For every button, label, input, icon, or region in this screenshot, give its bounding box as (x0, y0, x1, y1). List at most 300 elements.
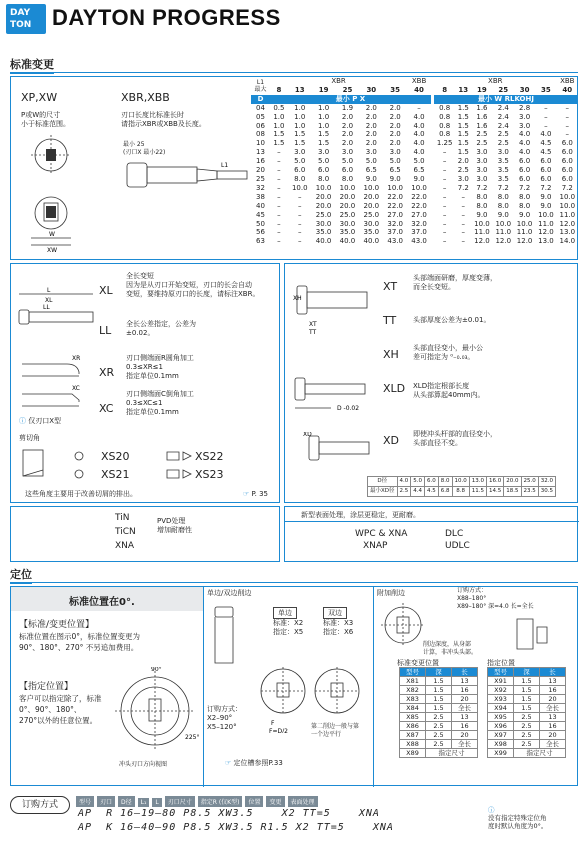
table-cell: 1.0 (294, 112, 306, 121)
table-cell: 2.4 (497, 103, 509, 112)
table-cell: 1.5 (426, 677, 452, 686)
pos-table-right (487, 667, 566, 758)
table-cell: 32.0 (411, 219, 427, 228)
table-cell: 37.0 (411, 228, 427, 237)
table-cell: 0.8 (439, 103, 451, 112)
order-line-2: AP K 16–40–90 P8.5 XW3.5 R1.5 X2 TT=5 XNA (78, 822, 394, 833)
table-cell: 2.0 (389, 112, 401, 121)
xld-code: XLD (383, 382, 406, 395)
row-header: D径 (368, 477, 398, 487)
table-cell: 1.5 (457, 103, 469, 112)
table-cell: 37.0 (387, 228, 403, 237)
table-cell: 43.0 (411, 237, 427, 246)
table-cell: X85 (400, 713, 426, 722)
table-cell: 1.0 (294, 103, 306, 112)
table-cell: – (442, 183, 447, 192)
table-cell: 11.0 (538, 219, 554, 228)
table-cell: 20 (540, 731, 566, 740)
xt-drawing (291, 278, 375, 338)
xp-desc: P或W的尺寸 小于标准范围。 (21, 111, 70, 128)
table-row (434, 157, 578, 166)
table-cell: 1.5 (457, 148, 469, 157)
xd-table (367, 476, 556, 497)
table-cell: 1.5 (426, 695, 452, 704)
table-cell: 1.5 (426, 704, 452, 713)
table-cell: 6.0 (540, 157, 552, 166)
table-cell: – (297, 201, 302, 210)
table-row (434, 237, 578, 246)
table-cell: 38 (256, 192, 265, 201)
table-row (488, 749, 566, 758)
table-cell: 7.2 (457, 183, 469, 192)
table-cell: 2.0 (365, 121, 377, 130)
table-cell: 14.0 (559, 237, 576, 246)
svg-text:XC: XC (72, 385, 80, 392)
order-line-1: AP R 16–19–80 P8.5 XW3.5 X2 TT=5 XNA (78, 808, 380, 819)
table-cell: 6.0 (519, 157, 531, 166)
table-min-row (251, 95, 431, 104)
table-cell: 5.0 (389, 157, 401, 166)
table-cell: 4.0 (519, 139, 531, 148)
table-cell: 1.5 (514, 704, 540, 713)
table-cell: 9.0 (519, 210, 531, 219)
table-row (251, 220, 431, 229)
table-cell: 10.0 (291, 183, 308, 192)
table-cell: X86 (400, 722, 426, 731)
table-cell: 20.0 (315, 201, 332, 210)
table-cell: X94 (488, 704, 514, 713)
order-header-cell: 表面处理 (288, 796, 318, 807)
table-cell: 25.0 (315, 210, 332, 219)
table-cell: 2.5 (426, 740, 452, 749)
svg-text:XR: XR (72, 355, 81, 362)
table-cell: 20 (540, 695, 566, 704)
table-cell: 11.5 (469, 486, 486, 496)
table-cell: 4.0 (397, 477, 411, 487)
table-cell: 6.5 (389, 166, 401, 175)
xd-code: XD (383, 434, 400, 447)
table-row (251, 122, 431, 131)
table-cell: 11.0 (474, 228, 490, 237)
table-row (251, 113, 431, 122)
section-title-standard-change: 标准变更 (10, 56, 54, 74)
table-row (251, 148, 431, 157)
table-row (400, 713, 478, 722)
table-cell: 1.5 (273, 130, 285, 139)
table-cell: 5.0 (341, 157, 354, 166)
svg-text:F=D/2: F=D/2 (269, 728, 288, 733)
table-cell: 6.0 (519, 174, 531, 183)
table-cell: – (417, 103, 421, 112)
table-cell: 2.5 (514, 722, 540, 731)
table-cell: 8.0 (318, 174, 330, 183)
table-cell: 2.8 (519, 103, 531, 112)
svg-text:XW: XW (47, 247, 58, 253)
table-cell: 6.0 (294, 166, 306, 175)
xbr-min-note: 最小 25 (123, 141, 145, 148)
table-cell: 1.25 (436, 139, 453, 148)
table-row (251, 228, 431, 237)
table-cell: 8.0 (438, 477, 452, 487)
table-row (434, 228, 578, 237)
shear-xs23: XS23 (195, 468, 224, 481)
table-cell: 2.0 (341, 112, 354, 121)
table-row (488, 704, 566, 713)
divider (10, 582, 578, 583)
table-header-row (434, 86, 578, 95)
table-cell: X88 (400, 740, 426, 749)
table-cell: 0.5 (273, 103, 285, 112)
table-cell: 13 (540, 713, 566, 722)
groove-ref[interactable]: ☞ 定位槽参照P.33 (225, 759, 283, 767)
table-row (434, 148, 578, 157)
table-cell: 2.5 (514, 713, 540, 722)
table-cell: – (297, 237, 302, 246)
table-cell: 3.5 (497, 174, 509, 183)
order-header-cell: 变更 (266, 796, 284, 807)
brand-logo (6, 4, 46, 34)
table-cell: 4.0 (413, 112, 425, 121)
table-cell: 10.0 (411, 183, 427, 192)
table-cell: 12.0 (538, 228, 554, 237)
table-cell: 18.5 (504, 486, 521, 496)
table-cell: 27.0 (387, 210, 403, 219)
table-row (400, 740, 478, 749)
shear-xs21: XS21 (101, 468, 130, 481)
table-cell: 10.0 (559, 192, 576, 201)
table-cell: X96 (488, 722, 514, 731)
table-cell: 32.0 (387, 219, 403, 228)
shear-drawing (19, 446, 279, 484)
table-cell: 9.0 (389, 174, 401, 183)
table-cell: 1.6 (476, 112, 488, 121)
table-row (400, 704, 478, 713)
table-cell: 40.0 (315, 237, 332, 246)
table-cell: 4.0 (413, 139, 425, 148)
coating-right-box (284, 506, 578, 562)
table-cell: X99 (488, 749, 514, 758)
table-cell: 3.0 (457, 174, 469, 183)
xr-desc: 刃口侧端面R圆角加工 0.3≤XR≤1 指定单位0.1mm (126, 354, 194, 380)
col-header: 19 (318, 85, 329, 94)
table-cell: 9.0 (540, 201, 552, 210)
table-cell: 1.0 (273, 112, 285, 121)
double-flat-spec: 标准：X3 指定：X6 (323, 619, 354, 636)
table-cell: 3.5 (497, 166, 509, 175)
order-header-cell: L (152, 798, 161, 807)
table-cell: – (277, 148, 281, 157)
order-example: 订购方式： X2–90° X5–120° (207, 705, 242, 731)
min-header: 最小 P X (270, 95, 431, 104)
table-cell: 2.5 (426, 713, 452, 722)
table-row (488, 740, 566, 749)
table-row (488, 731, 566, 740)
table-cell: 20 (452, 695, 478, 704)
col-header: 25 (498, 85, 509, 94)
table-cell: 1.9 (341, 103, 354, 112)
table-cell: 2.5 (476, 130, 488, 139)
table-cell: 9.0 (365, 174, 377, 183)
xbb-header: XBB (411, 77, 427, 85)
table-cell: 6.8 (438, 486, 452, 496)
section-title-positioning: 定位 (10, 566, 32, 584)
coating-right-title: 新型表面处理，涂层更稳定，更耐磨。 (301, 511, 420, 519)
x-only-note: ⓘ 仅刃口X型 (19, 417, 62, 425)
ll-desc: 全长公差指定，公差为 ±0.02。 (126, 320, 196, 337)
coating-ticn: TiCN (115, 527, 136, 537)
table-cell: 9.0 (540, 192, 552, 201)
table-cell: – (544, 121, 548, 130)
table-cell: – (544, 103, 548, 112)
table-cell: – (544, 112, 548, 121)
table-row (434, 139, 578, 148)
table-cell: 10.0 (474, 219, 490, 228)
table-cell: 22.0 (387, 192, 403, 201)
table-cell: 30.0 (315, 219, 332, 228)
table-cell: – (277, 157, 281, 166)
table-row (434, 122, 578, 131)
col-header: 30 (366, 85, 377, 94)
table-cell: 16 (540, 722, 566, 731)
table-cell: X95 (488, 713, 514, 722)
table-cell: 8.0 (294, 174, 306, 183)
table-cell: 3.0 (341, 148, 354, 157)
col-header: 深 (426, 668, 452, 677)
table-cell: 2.0 (341, 139, 354, 148)
xld-desc: XLD指定根部长度 从头部算起40mm内。 (413, 382, 485, 399)
table-cell: 6.0 (519, 166, 531, 175)
table-row (400, 695, 478, 704)
table-row (400, 731, 478, 740)
table-cell: 7.2 (476, 183, 488, 192)
table-cell: 3.0 (476, 157, 488, 166)
table-cell: 6.0 (561, 174, 573, 183)
col-header: 型号 (400, 668, 426, 677)
table-cell: 25.0 (363, 210, 380, 219)
table-cell: 20 (452, 731, 478, 740)
table-cell: 0.8 (439, 112, 451, 121)
table-cell: 1.0 (273, 121, 285, 130)
table-cell: 1.5 (273, 139, 285, 148)
table-cell: 50 (256, 219, 265, 228)
table-row (251, 184, 431, 193)
table-cell: 16 (540, 686, 566, 695)
table-cell: 10.0 (339, 183, 356, 192)
table-cell: 2.0 (341, 130, 354, 139)
table-cell: – (297, 192, 302, 201)
std-title: 标准位置在0°. (69, 597, 135, 608)
table-cell: 2.5 (457, 166, 469, 175)
table-cell: – (277, 166, 281, 175)
table-cell: 11.0 (559, 210, 576, 219)
table-cell: 5.0 (365, 157, 377, 166)
table-cell: 40 (256, 201, 265, 210)
table-header-row (251, 77, 431, 86)
table-cell: – (277, 183, 281, 192)
table-cell: 6.0 (561, 148, 573, 157)
divider (285, 521, 579, 522)
table-cell: – (277, 192, 281, 201)
table-cell: 1.5 (426, 686, 452, 695)
table-header-row (488, 668, 566, 677)
table-row (400, 722, 478, 731)
col-header: 8 (276, 85, 282, 94)
table-cell: – (461, 210, 466, 219)
table-cell: 1.5 (457, 121, 469, 130)
table-cell: 0.8 (439, 130, 451, 139)
order-header-cell: 型号 (76, 796, 94, 807)
table-cell: 1.0 (318, 103, 330, 112)
table-cell: 1.5 (457, 112, 469, 121)
svg-text:W: W (49, 231, 55, 238)
shear-title: 剪切角 (19, 434, 40, 442)
table-cell: 25.0 (339, 210, 356, 219)
table-row (400, 686, 478, 695)
table-cell: 35.0 (363, 228, 380, 237)
table-cell: 6.0 (341, 166, 354, 175)
col-header: 深 (514, 668, 540, 677)
table-cell: 22.0 (411, 201, 427, 210)
table-cell: 6.0 (540, 166, 552, 175)
table-cell: 30.0 (339, 219, 356, 228)
table-cell: 3.0 (476, 148, 488, 157)
positioning-box (10, 586, 578, 786)
table-cell: 04 (256, 103, 265, 112)
table-row (251, 193, 431, 202)
table-cell: 2.0 (389, 121, 401, 130)
flat-title: 单边/双边削边 (207, 589, 252, 597)
table-cell: 指定尺寸 (426, 749, 478, 758)
table-cell: X82 (400, 686, 426, 695)
order-header-cell: D径 (118, 796, 135, 807)
table-cell: 6.0 (425, 477, 439, 487)
single-flat-label: 单边 (273, 607, 297, 619)
table-cell: – (442, 148, 447, 157)
table-cell: – (442, 228, 447, 237)
table-cell: 11.0 (516, 228, 533, 237)
table-cell: – (461, 201, 466, 210)
svg-text:90°: 90° (151, 667, 162, 673)
table-cell: – (442, 192, 447, 201)
table-cell: 3.0 (519, 112, 531, 121)
table-cell: 1.0 (318, 121, 330, 130)
table-cell: 4.0 (413, 148, 425, 157)
col-header: 型号 (488, 668, 514, 677)
col-header: 40 (414, 85, 424, 94)
table-cell: 3.0 (318, 148, 330, 157)
table-row (434, 130, 578, 139)
table-cell: 10.0 (516, 219, 533, 228)
table-row (434, 104, 578, 113)
table-cell: 全长 (452, 740, 478, 749)
table-cell: 20 (256, 166, 265, 175)
table-cell: 4.0 (519, 130, 531, 139)
svg-text:XH: XH (293, 295, 302, 302)
table-cell: 12.0 (495, 237, 512, 246)
shear-ref[interactable]: ☞ P. 35 (243, 490, 269, 498)
order-header (76, 796, 321, 807)
table-cell: – (461, 237, 466, 246)
coating-xna: XNA (115, 541, 135, 551)
table-header-row (400, 668, 478, 677)
table-cell: X84 (400, 704, 426, 713)
svg-text:225°: 225° (185, 734, 200, 741)
table-row (251, 211, 431, 220)
order-header-cell: 指定R (仅K型) (198, 796, 243, 807)
std-desc: 标准位置在图示0°，标准位置变更为 90°、180°、270° 不另追加费用。 (19, 632, 141, 652)
table-cell: – (297, 210, 302, 219)
col-header: 25 (342, 85, 353, 94)
col-header: 35 (541, 85, 551, 94)
order-note: ⓘ 没有指定特殊定位角 度时默认角度为0°。 (488, 806, 548, 830)
position-diagram (111, 667, 203, 757)
table-cell: 12.0 (559, 219, 576, 228)
table-cell: 4.0 (413, 130, 425, 139)
table-cell: 7.2 (561, 183, 573, 192)
table-cell: 2.5 (426, 722, 452, 731)
table-cell: 10 (256, 139, 265, 148)
spec-desc: 客户可以指定除了，标准 0°、90°、180°、 270°以外的任意位置。 (19, 694, 102, 725)
table-cell: 10.0 (559, 201, 576, 210)
table-cell: – (442, 201, 447, 210)
order-label: 订购方式 (10, 796, 70, 814)
table-cell: 5.0 (318, 157, 330, 166)
table-cell: 4.0 (519, 148, 531, 157)
table-cell: 13 (540, 677, 566, 686)
table-row (251, 202, 431, 211)
table-cell: 7.2 (519, 183, 531, 192)
xd-desc: 即使冲头杆部的直径变小， 头部直径不变。 (413, 430, 497, 447)
xbb-header: XBB (560, 77, 575, 85)
table-row (400, 749, 478, 758)
table-row (251, 130, 431, 139)
table-cell: 全长 (540, 704, 566, 713)
order-header-cell: 刃口尺寸 (165, 796, 195, 807)
table-cell: 2.4 (497, 121, 509, 130)
table-cell: 1.5 (514, 686, 540, 695)
xc-code: XC (99, 402, 114, 415)
table-cell: 1.5 (294, 130, 306, 139)
svg-text:D -0.02: D -0.02 (337, 405, 360, 412)
table-cell: – (277, 237, 281, 246)
table-cell: 4.0 (540, 130, 552, 139)
order-header-cell: 位置 (245, 796, 263, 807)
table-header-row (434, 77, 578, 86)
d-header: D (251, 95, 270, 104)
xbr-drawing (121, 157, 261, 197)
table-cell: 16 (452, 722, 478, 731)
table-cell: 25 (256, 174, 265, 183)
table-row (488, 686, 566, 695)
table-row (434, 211, 578, 220)
extra-note: 削边深度，从身部 计算，非冲头头部。 (423, 641, 478, 656)
table-cell: 1.5 (318, 139, 330, 148)
xl-drawing (17, 284, 97, 334)
table-cell: X81 (400, 677, 426, 686)
table-cell: X89 (400, 749, 426, 758)
table-min-row (434, 95, 578, 104)
col-header: 13 (458, 85, 469, 94)
table-cell: 10.0 (538, 210, 554, 219)
table-cell: 2.5 (514, 731, 540, 740)
table-cell: 2.0 (365, 130, 377, 139)
table-cell: 2.4 (497, 112, 509, 121)
table-cell: 4.5 (540, 148, 552, 157)
xh-code: XH (383, 348, 399, 361)
table-cell: 27.0 (411, 210, 427, 219)
table-row (488, 677, 566, 686)
page-title: DAYTON PROGRESS (52, 5, 281, 30)
